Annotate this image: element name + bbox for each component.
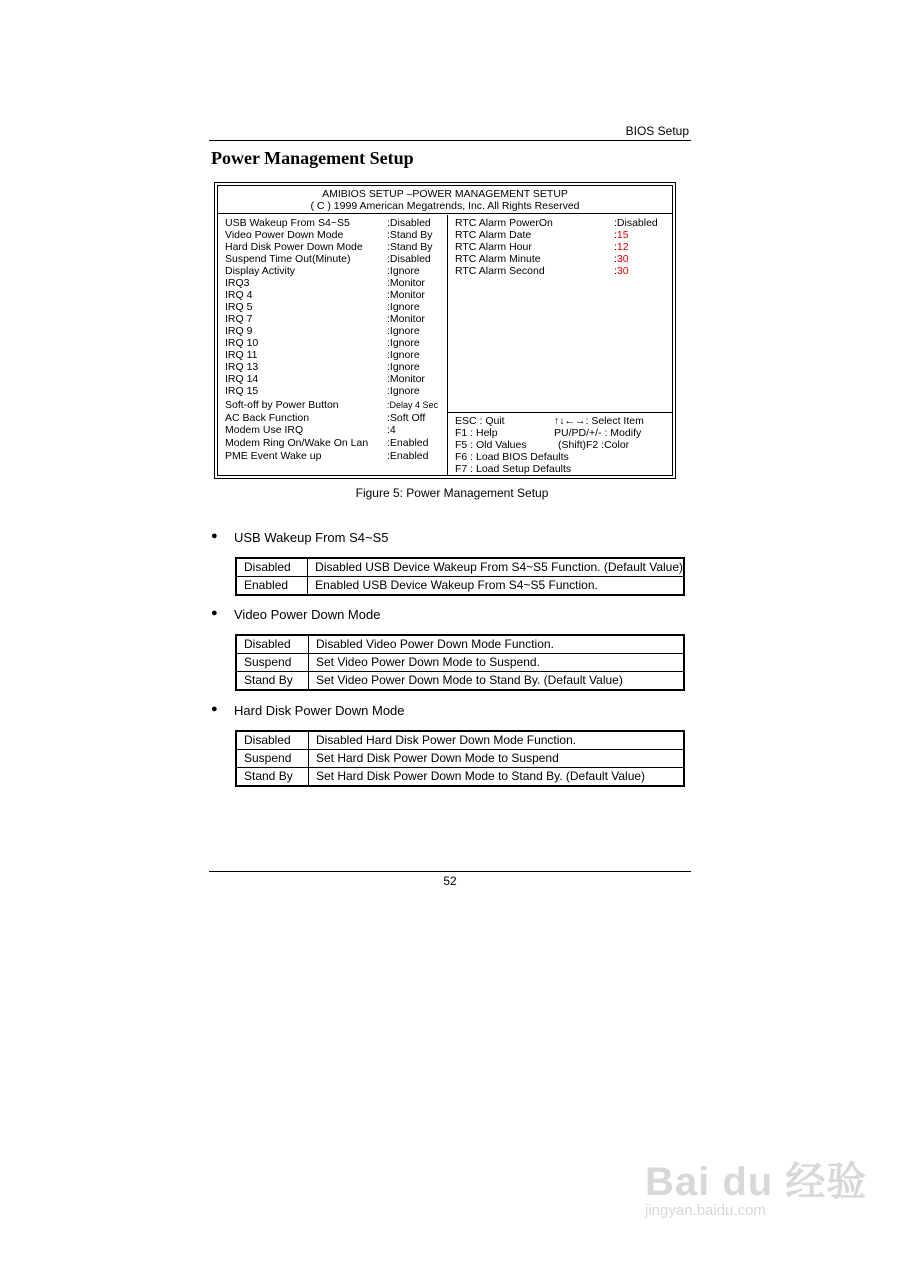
options-table-usb-wakeup (235, 557, 685, 596)
bios-title: AMIBIOS SETUP –POWER MANAGEMENT SETUP (322, 188, 568, 200)
table-row: Suspend Set Hard Disk Power Down Mode to Suspend (236, 750, 684, 768)
header-rule (209, 140, 691, 141)
options-table-hdd-power-down (235, 730, 685, 787)
baidu-watermark (645, 1150, 868, 1219)
help-row-f5: F5 : Old Values (Shift)F2 :Color (455, 439, 630, 451)
header-section-label: BIOS Setup (625, 124, 689, 138)
help-row-f1: F1 : Help PU/PD/+/- : Modify (455, 427, 642, 439)
bullet-icon: ● (211, 703, 218, 715)
bios-item-rtc-date[interactable]: RTC Alarm Date :15 (455, 229, 629, 241)
bullet-icon: ● (211, 530, 218, 542)
table-row: Disabled Disabled Video Power Down Mode Function. (236, 635, 684, 654)
help-row-f7: F7 : Load Setup Defaults (455, 463, 572, 475)
table-row: Enabled Enabled USB Device Wakeup From S4~S5 Function. (236, 577, 684, 596)
table-row: Disabled Disabled Hard Disk Power Down Mode Function. (236, 731, 684, 750)
bios-right-panel (447, 215, 672, 412)
watermark-brand: Bai du 经验 (645, 1160, 868, 1204)
table-row: Disabled Disabled USB Device Wakeup From S4~S5 Function. (Default Value) (236, 558, 684, 577)
page-number: 52 (443, 874, 457, 888)
bios-inner-frame (217, 185, 673, 476)
figure-caption: Figure 5: Power Management Setup (355, 486, 549, 500)
bios-help-panel (447, 412, 672, 475)
bios-header (218, 186, 672, 214)
table-row: Stand By Set Video Power Down Mode to Stand By. (Default Value) (236, 672, 684, 691)
page-title: Power Management Setup (211, 148, 414, 168)
options-table-video-power-down (235, 634, 685, 691)
footer-rule (209, 871, 691, 872)
bios-item-rtc-minute[interactable]: RTC Alarm Minute :30 (455, 253, 629, 265)
bios-item-rtc-second[interactable]: RTC Alarm Second :30 (455, 265, 629, 277)
bios-item-rtc-hour[interactable]: RTC Alarm Hour :12 (455, 241, 629, 253)
watermark-url: jingyan.baidu.com (645, 1202, 766, 1219)
bullet-icon: ● (211, 607, 218, 619)
table-row: Suspend Set Video Power Down Mode to Suspend. (236, 654, 684, 672)
bios-left-panel: USB Wakeup From S4~S5 :Disabled Video Power Down Mode :Stand By Hard Disk Power Down Mode :Stand By Suspend Time Out(Minute) :Disabled Display Activity :Ignore IRQ3 :Monitor IRQ 4 :Monitor IRQ 5 :Ignore IRQ 7 :Monitor IRQ 9 :Ignore IRQ 10 :Ignore IRQ 11 :Ignore IRQ 13 :Ignore IRQ 14 :Monitor IRQ 15 :Ignore Soft-off by Power Button :Delay 4 Sec AC Back Function :Soft Off Modem Use IRQ :4 Modem Ring On/Wake On Lan :Enabled PME Event Wake up :Enabled (225, 217, 439, 462)
help-row-f6: F6 : Load BIOS Defaults (455, 451, 569, 463)
bios-copyright: ( C ) 1999 American Megatrends, Inc. All Rights Reserved (310, 200, 580, 212)
help-row-esc: ESC : Quit ↑↓←→: Select Item (455, 415, 644, 427)
bios-screen (214, 182, 676, 479)
table-row: Stand By Set Hard Disk Power Down Mode to Stand By. (Default Value) (236, 768, 684, 787)
bios-item-rtc-poweron[interactable]: RTC Alarm PowerOn :Disabled (455, 217, 658, 229)
